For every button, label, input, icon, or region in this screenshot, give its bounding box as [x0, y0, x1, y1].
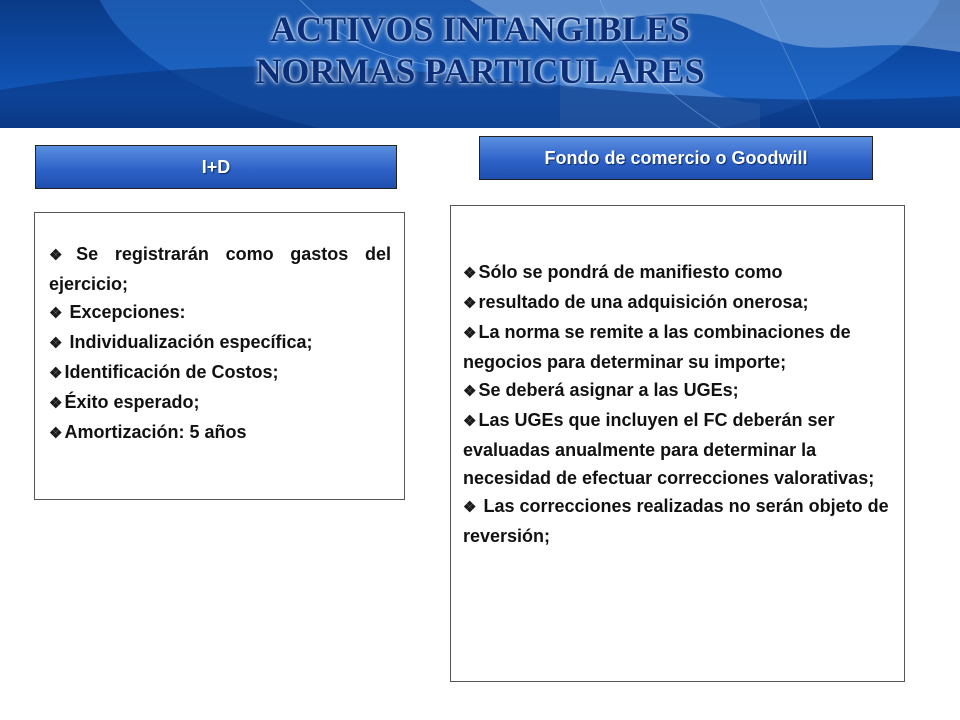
diamond-bullet-icon: ❖ [463, 383, 477, 400]
id-section-header: I+D [35, 145, 397, 189]
list-item: ❖ Sólo se pondrá de manifiesto como [463, 262, 783, 282]
list-item: ❖ Se deberá asignar a las UGEs; [463, 380, 739, 400]
diamond-bullet-icon: ❖ [49, 305, 63, 322]
id-content-box [34, 212, 405, 500]
diamond-bullet-icon: ❖ [463, 499, 477, 516]
title-line-1: ACTIVOS INTANGIBLES [270, 9, 690, 49]
title-line-2: NORMAS PARTICULARES [255, 51, 705, 91]
list-item: ❖ Amortización: 5 años [49, 422, 247, 442]
list-item: ❖ Las correcciones realizadas no serán objeto de reversión; [463, 496, 889, 546]
diamond-bullet-icon: ❖ [463, 265, 477, 282]
list-item: ❖ resultado de una adquisición onerosa; [463, 292, 809, 312]
list-item: ❖ Excepciones: [49, 302, 186, 322]
list-item: ❖ Se registrarán como gastos del ejercicio; [49, 244, 391, 294]
list-item: ❖ Éxito esperado; [49, 392, 200, 412]
list-item: ❖ Las UGEs que incluyen el FC deberán ser evaluadas anualmente para determinar la necesidad de efectuar correcciones valorativas; [463, 410, 875, 488]
diamond-bullet-icon: ❖ [463, 413, 477, 430]
diamond-bullet-icon: ❖ [49, 425, 63, 442]
diamond-bullet-icon: ❖ [49, 335, 63, 352]
goodwill-section-header: Fondo de comercio o Goodwill [479, 136, 873, 180]
list-item: ❖ La norma se remite a las combinaciones de negocios para determinar su importe; [463, 322, 851, 372]
list-item: ❖ Individualización específica; [49, 332, 313, 352]
goodwill-content-box [450, 205, 905, 682]
page-title [0, 8, 960, 92]
diamond-bullet-icon: ❖ [463, 295, 477, 312]
diamond-bullet-icon: ❖ [49, 395, 63, 412]
diamond-bullet-icon: ❖ [49, 365, 63, 382]
diamond-bullet-icon: ❖ [463, 325, 477, 342]
list-item: ❖ Identificación de Costos; [49, 362, 279, 382]
diamond-bullet-icon: ❖ [49, 247, 75, 264]
